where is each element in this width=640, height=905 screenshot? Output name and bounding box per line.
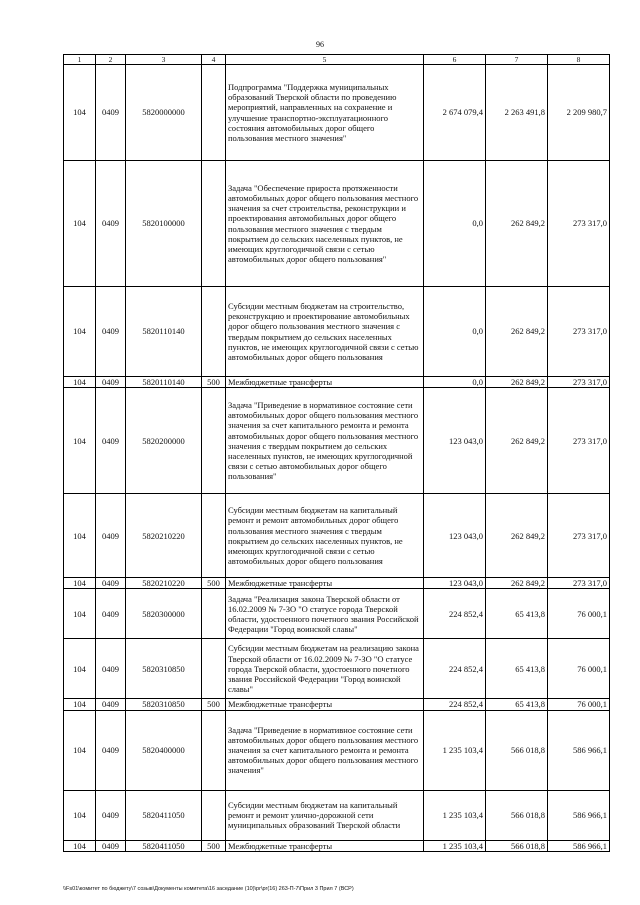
cell-amount-1: 0,0: [424, 287, 486, 377]
column-header: 8: [548, 55, 610, 65]
cell-amount-2: 262 849,2: [486, 494, 548, 578]
cell-amount-3: 2 209 980,7: [548, 65, 610, 161]
column-header: 1: [64, 55, 96, 65]
cell-amount-2: 262 849,2: [486, 161, 548, 287]
table-row: [64, 161, 610, 287]
cell-vr: [202, 161, 226, 287]
cell-amount-2: 65 413,8: [486, 589, 548, 639]
cell-amount-2: 566 018,8: [486, 840, 548, 851]
cell-rz: 104: [64, 494, 96, 578]
cell-amount-1: 123 043,0: [424, 388, 486, 494]
header-row: [64, 55, 610, 65]
cell-amount-1: 1 235 103,4: [424, 840, 486, 851]
cell-csr: 5820110140: [126, 377, 202, 388]
cell-amount-2: 262 849,2: [486, 377, 548, 388]
table-row: [64, 287, 610, 377]
cell-description: Межбюджетные трансферты: [226, 699, 424, 710]
cell-amount-1: 224 852,4: [424, 639, 486, 699]
cell-csr: 5820000000: [126, 65, 202, 161]
cell-description: Субсидии местным бюджетам на строительство, реконструкцию и проектирование автомобильных дорог общего пользования местного значения с твердым покрытием до сельских населенных пунктов, не имеющих круглогодичной связи с сетью автомобильных дорог общего пользования: [226, 287, 424, 377]
cell-amount-2: 262 849,2: [486, 578, 548, 589]
cell-description: Задача "Приведение в нормативное состояние сети автомобильных дорог общего пользования местного значения за счет капитального ремонта и ремонта автомобильных дорог общего пользования местного значения с твердым покрытием до сельских населенных пунктов, не имеющих круглогодичной связи с сетью автомобильных дорог общего пользования": [226, 388, 424, 494]
cell-amount-1: 0,0: [424, 161, 486, 287]
cell-amount-1: 123 043,0: [424, 578, 486, 589]
cell-pr: 0409: [96, 578, 126, 589]
cell-rz: 104: [64, 377, 96, 388]
cell-amount-3: 76 000,1: [548, 639, 610, 699]
cell-description: Межбюджетные трансферты: [226, 840, 424, 851]
cell-description: Подпрограмма "Поддержка муниципальных образований Тверской области по проведению мероприятий, направленных на сохранение и улучшение транспортно-эксплуатационного состояния автомобильных дорог общего пользования местного значения": [226, 65, 424, 161]
cell-rz: 104: [64, 287, 96, 377]
cell-pr: 0409: [96, 161, 126, 287]
cell-amount-2: 65 413,8: [486, 699, 548, 710]
cell-amount-2: 262 849,2: [486, 388, 548, 494]
cell-amount-1: 2 674 079,4: [424, 65, 486, 161]
cell-rz: 104: [64, 161, 96, 287]
table-row: [64, 699, 610, 710]
cell-csr: 5820310850: [126, 639, 202, 699]
cell-pr: 0409: [96, 287, 126, 377]
cell-amount-3: 76 000,1: [548, 699, 610, 710]
cell-pr: 0409: [96, 589, 126, 639]
cell-description: Межбюджетные трансферты: [226, 377, 424, 388]
column-header: 2: [96, 55, 126, 65]
cell-amount-3: 586 966,1: [548, 710, 610, 790]
column-header: 4: [202, 55, 226, 65]
cell-pr: 0409: [96, 710, 126, 790]
cell-csr: 5820110140: [126, 287, 202, 377]
cell-vr: 500: [202, 578, 226, 589]
cell-pr: 0409: [96, 388, 126, 494]
cell-amount-1: 1 235 103,4: [424, 790, 486, 840]
cell-amount-2: 262 849,2: [486, 287, 548, 377]
cell-pr: 0409: [96, 699, 126, 710]
cell-amount-3: 76 000,1: [548, 589, 610, 639]
cell-rz: 104: [64, 790, 96, 840]
cell-csr: 5820100000: [126, 161, 202, 287]
table-row: [64, 494, 610, 578]
cell-amount-3: 273 317,0: [548, 377, 610, 388]
cell-rz: 104: [64, 710, 96, 790]
cell-csr: 5820300000: [126, 589, 202, 639]
cell-rz: 104: [64, 589, 96, 639]
cell-description: Субсидии местным бюджетам на реализацию закона Тверской области от 16.02.2009 № 7-ЗО "О статусе города Тверской области, удостоенного почетного звания Российской Федерации "Город воинской славы": [226, 639, 424, 699]
cell-rz: 104: [64, 639, 96, 699]
cell-amount-1: 1 235 103,4: [424, 710, 486, 790]
cell-vr: 500: [202, 840, 226, 851]
cell-amount-3: 273 317,0: [548, 578, 610, 589]
cell-pr: 0409: [96, 377, 126, 388]
table-row: [64, 65, 610, 161]
cell-pr: 0409: [96, 790, 126, 840]
cell-amount-1: 224 852,4: [424, 699, 486, 710]
cell-description: Субсидии местным бюджетам на капитальный ремонт и ремонт автомобильных дорог общего пользования местного значения с твердым покрытием до сельских населенных пунктов, не имеющих круглогодичной связи с сетью автомобильных дорог общего пользования: [226, 494, 424, 578]
table-row: [64, 840, 610, 851]
cell-amount-2: 65 413,8: [486, 639, 548, 699]
cell-rz: 104: [64, 699, 96, 710]
cell-csr: 5820310850: [126, 699, 202, 710]
column-header: 5: [226, 55, 424, 65]
cell-amount-1: 123 043,0: [424, 494, 486, 578]
cell-rz: 104: [64, 840, 96, 851]
cell-csr: 5820411050: [126, 790, 202, 840]
cell-amount-1: 224 852,4: [424, 589, 486, 639]
table-row: [64, 710, 610, 790]
column-header: 3: [126, 55, 202, 65]
cell-vr: [202, 790, 226, 840]
cell-vr: 500: [202, 377, 226, 388]
footer-file-path: \\Fs01\комитет по бюджету\7 созыв\Документы комитета\16 заседание (10)\pr\pr(16) 263-П-7\Прил 3 Прил 7 (ВСР): [63, 886, 354, 892]
column-header: 7: [486, 55, 548, 65]
column-header: 6: [424, 55, 486, 65]
cell-amount-2: 2 263 491,8: [486, 65, 548, 161]
cell-amount-3: 586 966,1: [548, 840, 610, 851]
cell-description: Задача "Приведение в нормативное состояние сети автомобильных дорог общего пользования местного значения за счет капитального ремонта и ремонта автомобильных дорог общего пользования местного значения": [226, 710, 424, 790]
cell-pr: 0409: [96, 639, 126, 699]
cell-amount-3: 273 317,0: [548, 388, 610, 494]
cell-rz: 104: [64, 578, 96, 589]
cell-rz: 104: [64, 388, 96, 494]
page-number: 96: [316, 40, 324, 49]
cell-vr: [202, 710, 226, 790]
table-row: [64, 790, 610, 840]
cell-amount-3: 273 317,0: [548, 494, 610, 578]
cell-amount-2: 566 018,8: [486, 710, 548, 790]
cell-rz: 104: [64, 65, 96, 161]
cell-description: Задача "Реализация закона Тверской области от 16.02.2009 № 7-ЗО "О статусе города Тверской области, удостоенного почетного звания Российской Федерации "Город воинской славы": [226, 589, 424, 639]
cell-csr: 5820400000: [126, 710, 202, 790]
budget-table: [63, 54, 610, 852]
cell-amount-3: 273 317,0: [548, 287, 610, 377]
cell-amount-3: 273 317,0: [548, 161, 610, 287]
cell-csr: 5820210220: [126, 578, 202, 589]
cell-csr: 5820200000: [126, 388, 202, 494]
cell-vr: [202, 494, 226, 578]
cell-amount-1: 0,0: [424, 377, 486, 388]
cell-description: Задача "Обеспечение прироста протяженности автомобильных дорог общего пользования местного значения за счет строительства, реконструкции и проектирования автомобильных дорог общего пользования местного значения с твердым покрытием до сельских населенных пунктов, не имеющих круглогодичной связи с сетью автомобильных дорог общего пользования": [226, 161, 424, 287]
cell-csr: 5820411050: [126, 840, 202, 851]
table-row: [64, 377, 610, 388]
cell-pr: 0409: [96, 494, 126, 578]
cell-vr: [202, 388, 226, 494]
cell-pr: 0409: [96, 840, 126, 851]
cell-vr: [202, 65, 226, 161]
cell-vr: [202, 287, 226, 377]
cell-vr: [202, 589, 226, 639]
cell-description: Межбюджетные трансферты: [226, 578, 424, 589]
cell-amount-2: 566 018,8: [486, 790, 548, 840]
cell-vr: [202, 639, 226, 699]
cell-pr: 0409: [96, 65, 126, 161]
cell-amount-3: 586 966,1: [548, 790, 610, 840]
table-row: [64, 639, 610, 699]
table-row: [64, 388, 610, 494]
cell-csr: 5820210220: [126, 494, 202, 578]
cell-vr: 500: [202, 699, 226, 710]
cell-description: Субсидии местным бюджетам на капитальный ремонт и ремонт улично-дорожной сети муниципальных образований Тверской области: [226, 790, 424, 840]
table-row: [64, 578, 610, 589]
table-row: [64, 589, 610, 639]
